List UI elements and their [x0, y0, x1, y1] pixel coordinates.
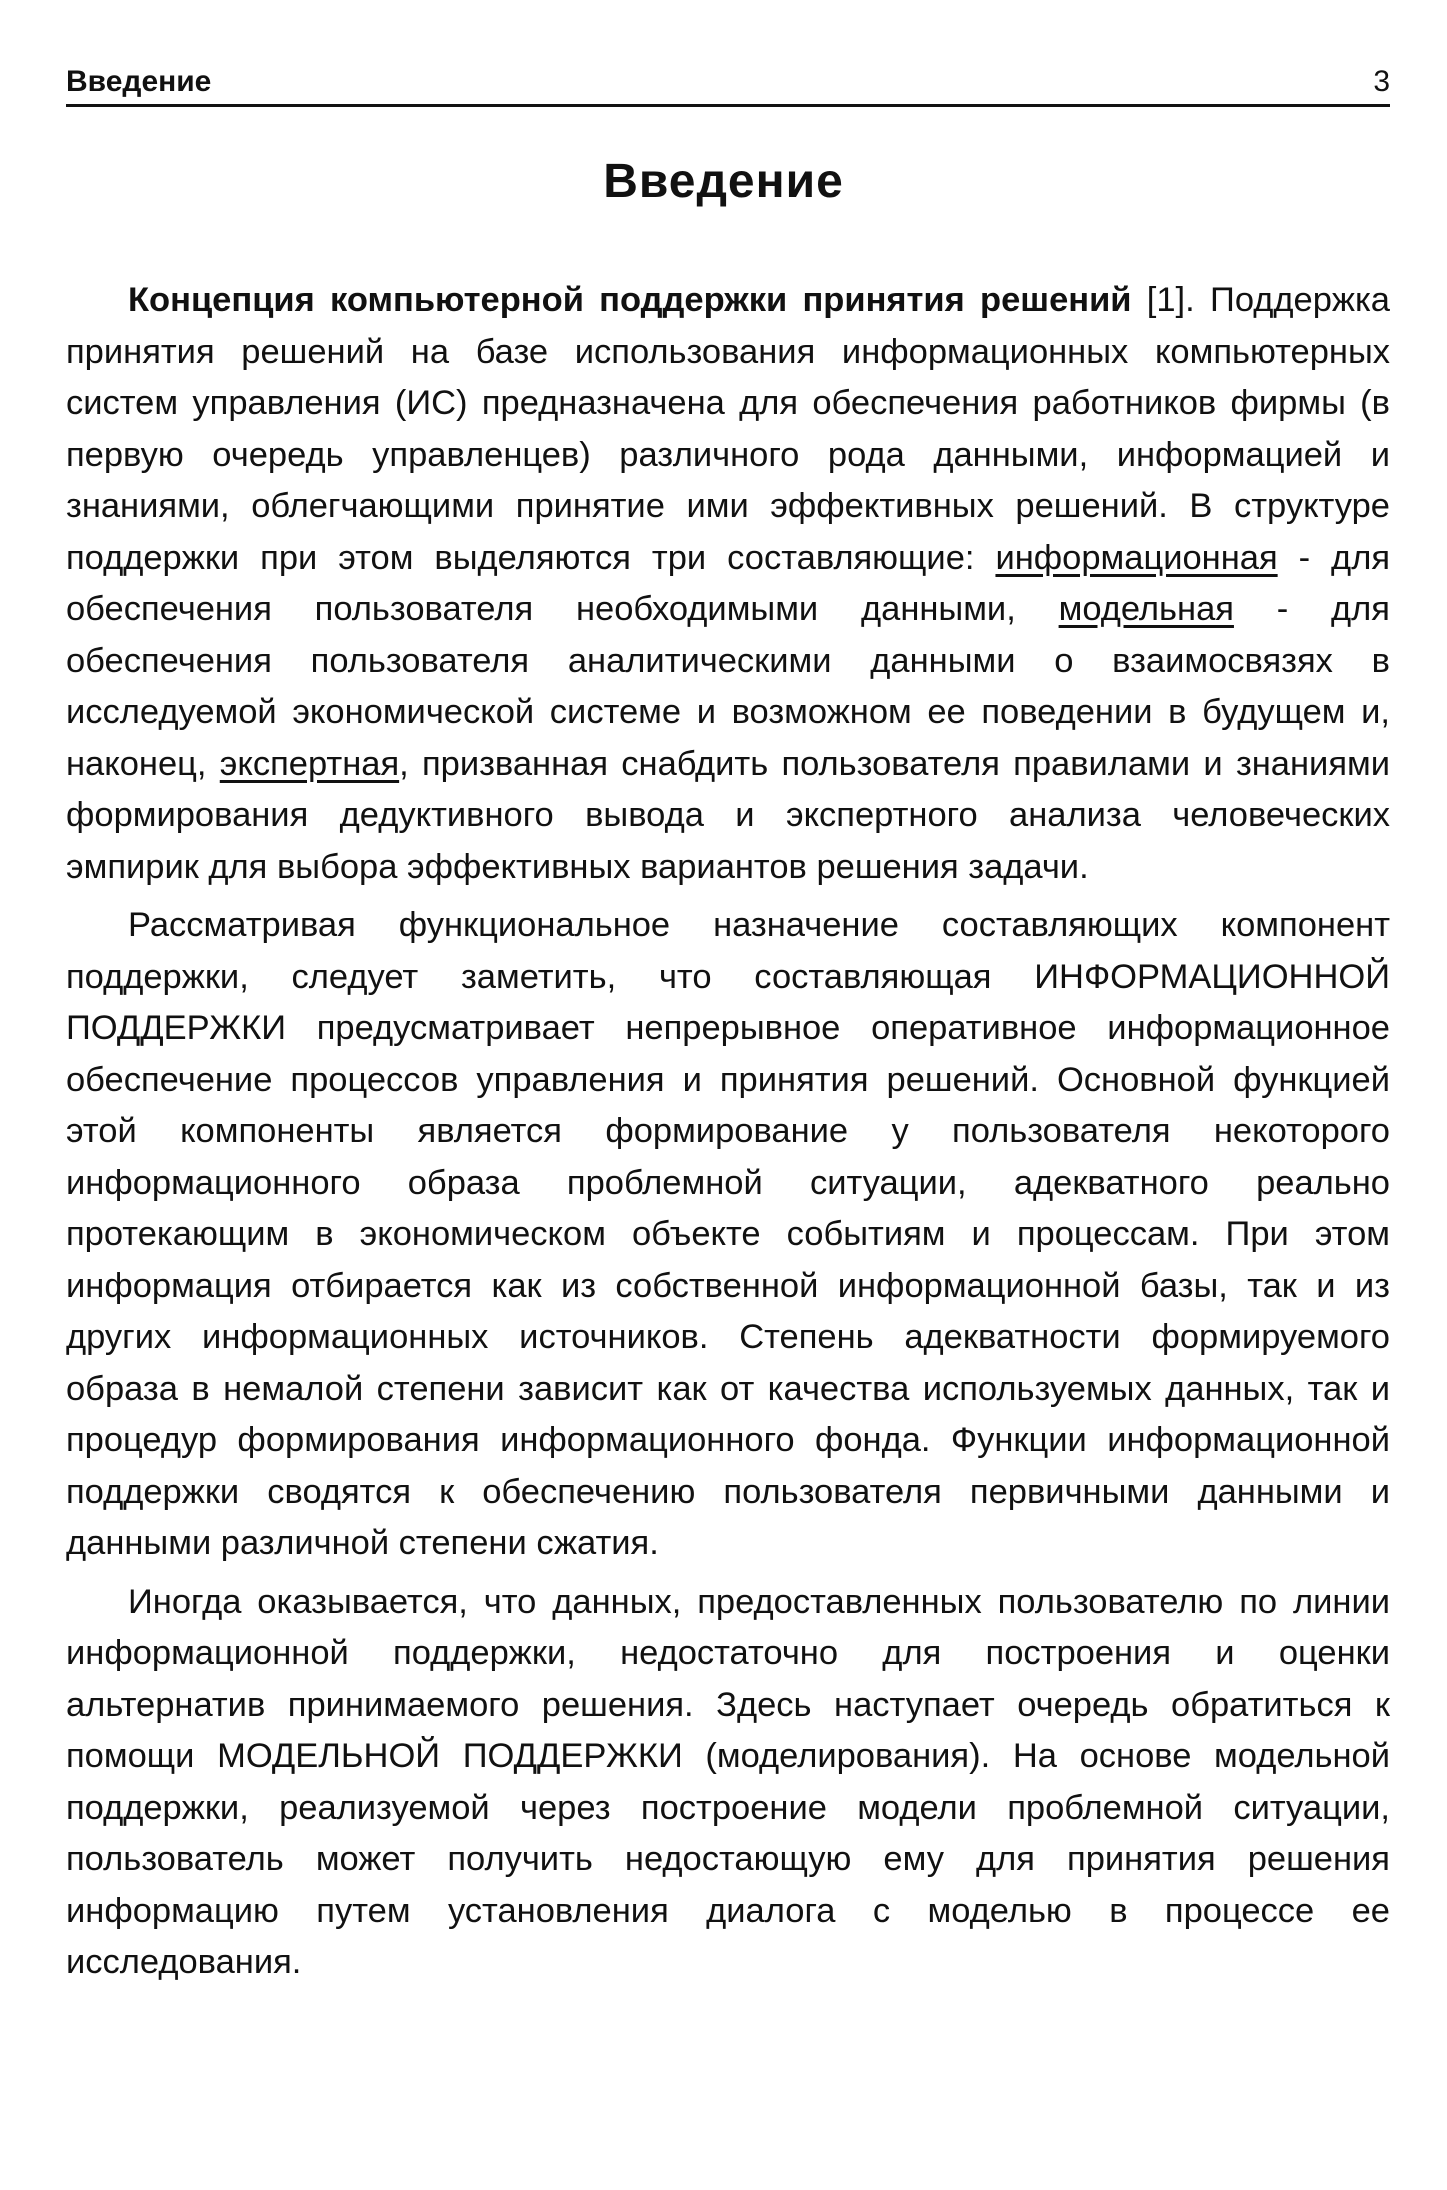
body-text	[66, 275, 1390, 1996]
running-header	[66, 62, 1390, 107]
paragraph-concept	[66, 275, 1390, 893]
term-expert: экспертная	[219, 744, 400, 783]
paragraph-lead-heading: Концепция компьютерной поддержки принятия решений	[128, 281, 1132, 319]
citation-reference: [1].	[1131, 281, 1211, 319]
header-page-number: 3	[1373, 65, 1390, 98]
paragraph-text: - для обеспечения пользователя аналитическими данными о взаимосвязях в исследуемой экономической системе и возможном ее поведении в будущем и, наконец,	[66, 590, 1390, 783]
chapter-title: Введение	[603, 155, 844, 208]
term-informational: информационная	[995, 538, 1278, 577]
paragraph-text: - для обеспечения пользователя необходимыми данными,	[66, 538, 1391, 628]
paragraph-model-support: Иногда оказывается, что данных, предоставленных пользователю по линии информационной поддержки, недостаточно для построения и оценки альтернатив принимаемого решения. Здесь наступает очередь обратиться к помощи МОДЕЛЬНОЙ ПОДДЕРЖКИ (моделирования). На основе модельной поддержки, реализуемой через построение модели проблемной ситуации, пользователь может получить недостающую ему для принятия решения информацию путем установления диалога с моделью в процессе ее исследования.	[66, 1582, 1390, 1981]
paragraph-text: Поддержка принятия решений на базе использования информационных компьютерных систем управления (ИС) предназначена для обеспечения работников фирмы (в первую очередь управленцев) различного рода данными, информацией и знаниями, облегчающими принятие ими эффективных решений. В структуре поддержки при этом выделяются три составляющие:	[66, 281, 1390, 577]
term-model: модельная	[1058, 590, 1234, 628]
paragraph-text: , призванная снабдить пользователя правилами и знаниями формирования дедуктивного вывода и экспертного анализа человеческих эмпирик для выбора эффективных вариантов решения задачи.	[66, 744, 1390, 886]
header-section-title: Введение	[66, 65, 212, 98]
paragraph-information-support: Рассматривая функциональное назначение составляющих компонент поддержки, следует заметить, что составляющая ИНФОРМАЦИОННОЙ ПОДДЕРЖКИ предусматривает непрерывное оперативное информационное обеспечение процессов управления и принятия решений. Основной функцией этой компоненты является формирование у пользователя некоторого информационного образа проблемной ситуации, адекватного реально протекающим в экономическом объекте событиям и процессам. При этом информация отбирается как из собственной информационной базы, так и из других информационных источников. Степень адекватности формируемого образа в немалой степени зависит как от качества используемых данных, так и процедур формирования информационного фонда. Функции информационной поддержки сводятся к обеспечению пользователя первичными данными и данными различной степени сжатия.	[66, 906, 1390, 1562]
